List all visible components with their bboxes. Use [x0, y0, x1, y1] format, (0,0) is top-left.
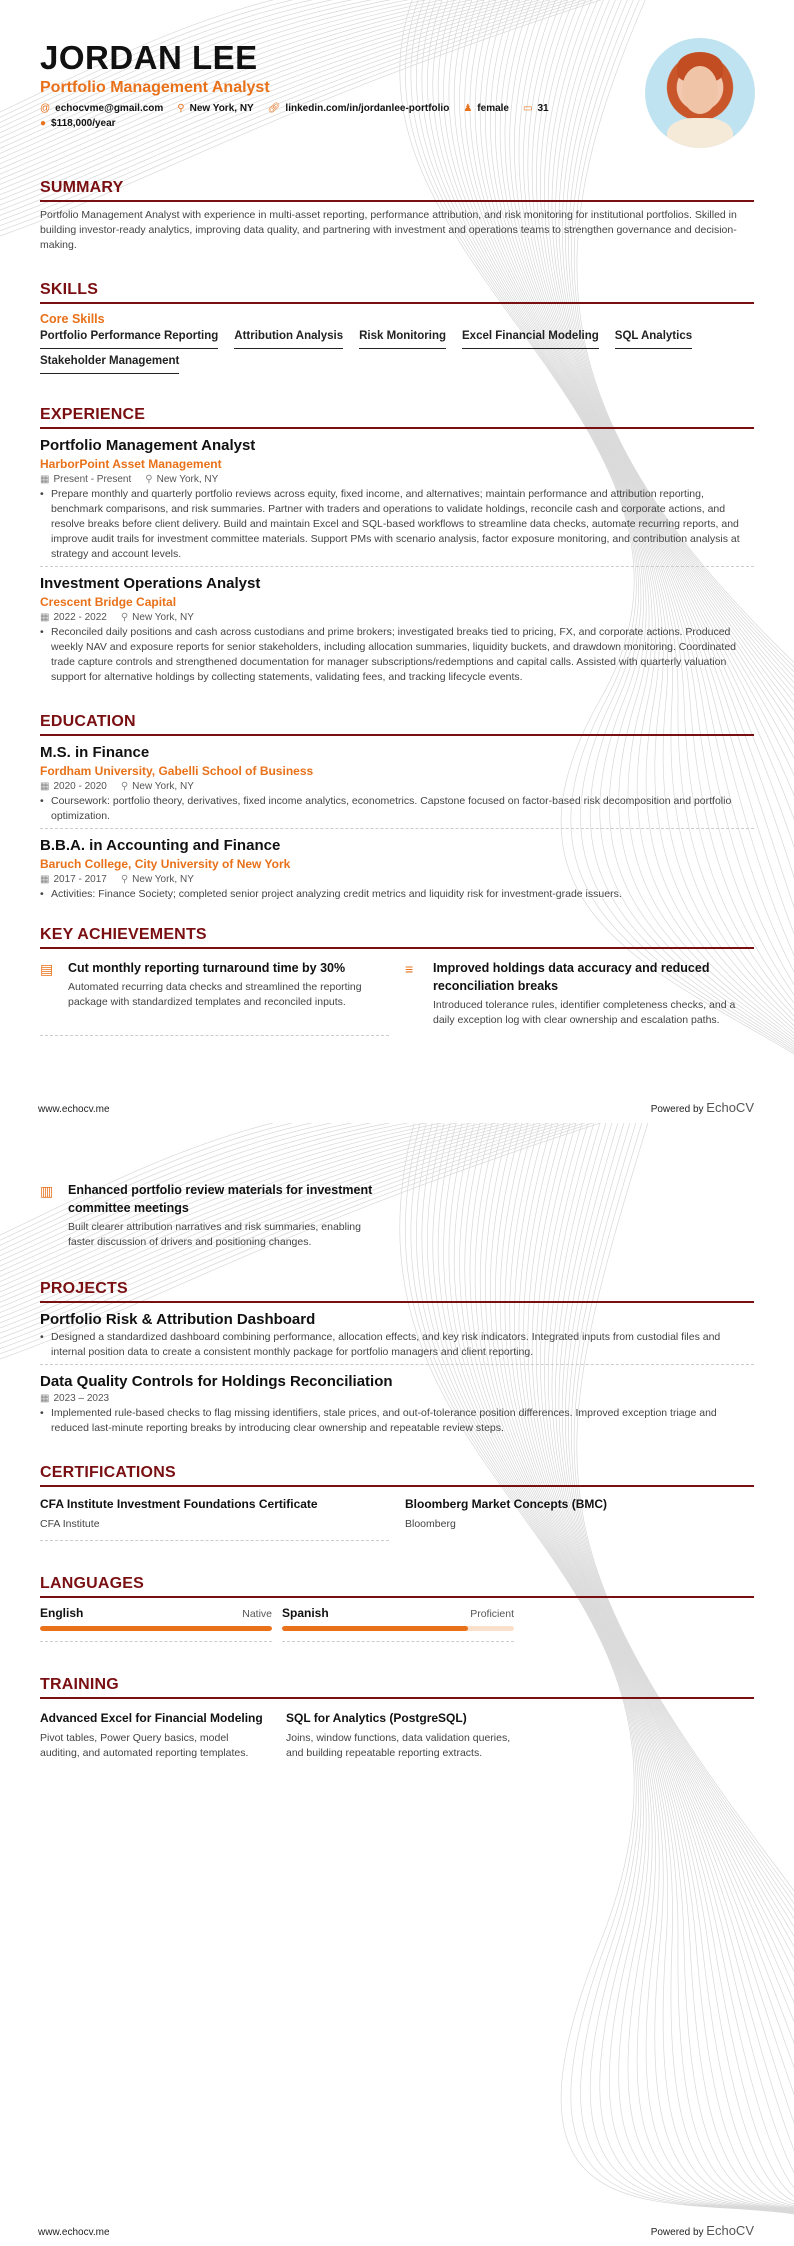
training-section [40, 1676, 754, 1761]
education-section [40, 713, 754, 906]
calendar-icon: ▦ [40, 781, 50, 792]
achievement-title: Cut monthly reporting turnaround time by 30% [68, 961, 346, 975]
skill-tag: Risk Monitoring [359, 330, 446, 349]
job-bullet: • Prepare monthly and quarterly portfolio reviews across equity, fixed income, and alternatives; maintain performance and attribution reporting, benchmark comparisons, and risk summaries. Partner with traders and operations to validate holdings, reconcile cash and corporate actions, and resolve breaks before client delivery. Build and maintain Excel and SQL-based workflows to streamline data checks, automate recurring reports, and improve audit trails for investment committee materials. Support PMs with scenario analysis, factor exposure monitoring, and contribution analysis at strategy and account levels. [40, 487, 754, 562]
skill-tag: Portfolio Performance Reporting [40, 330, 218, 349]
contact-gender: ♟ female [463, 103, 509, 114]
project-bullet: • Implemented rule-based checks to flag missing identifiers, stale prices, and out-of-tolerance position differences. Improved exception triage and reduced last-minute reporting breaks by introducing clear ownership and repeatable review steps. [40, 1406, 754, 1436]
skill-tag: Attribution Analysis [234, 330, 343, 349]
job-bullet: • Reconciled daily positions and cash across custodians and prime brokers; investigated breaks tied to pricing, FX, and corporate actions. Produced weekly NAV and exposure reports for senior stakeholders, including allocation summaries, liquidity buckets, and drawdown monitoring. Coordinated trade capture controls and strengthened documentation for manager subscriptions/redemptions and capital calls. Assisted with quarterly valuation support for alternative holdings by collecting statements, validating fees, and tracking lifecycle events. [40, 625, 754, 685]
resume-page-2 [0, 1123, 794, 2246]
project-bullet: • Designed a standardized dashboard combining performance, allocation effects, and key risk indicators. Integrated inputs from custodial files and internal position data to create a consistent monthly package for portfolio managers and client reporting. [40, 1330, 754, 1360]
contact-location: ⚲ New York, NY [177, 103, 254, 114]
summary-section [40, 179, 754, 253]
contact-salary: ● $118,000/year [40, 118, 116, 129]
languages-section [40, 1575, 754, 1642]
location-pin-icon: ⚲ [177, 103, 185, 114]
person-icon: ♟ [463, 103, 473, 114]
page-footer: www.echocv.me Powered by EchoCV [38, 2223, 754, 2238]
achievement-item [40, 1181, 389, 1258]
section-heading: CERTIFICATIONS [40, 1464, 754, 1487]
job-title: Investment Operations Analyst [40, 575, 261, 592]
section-heading: SKILLS [40, 281, 754, 304]
section-heading: EDUCATION [40, 713, 754, 736]
proficiency-bar [40, 1626, 272, 1631]
job-location: New York, NY [132, 612, 194, 623]
experience-entry [40, 437, 754, 567]
achievement-text: Introduced tolerance rules, identifier completeness checks, and a daily exception log with clear ownership and escalation paths. [433, 999, 736, 1026]
section-heading: KEY ACHIEVEMENTS [40, 926, 754, 949]
job-dates: Present - Present [53, 474, 132, 485]
skill-tag: Excel Financial Modeling [462, 330, 599, 349]
link-icon: 🔗︎ [267, 103, 281, 114]
skills-section [40, 281, 754, 374]
section-heading: PROJECTS [40, 1280, 754, 1303]
contact-linkedin[interactable]: 🔗︎ linkedin.com/in/jordanlee-portfolio [267, 103, 450, 114]
job-title: Portfolio Management Analyst [40, 437, 256, 454]
achievement-item [40, 959, 389, 1036]
footer-site-link[interactable]: www.echocv.me [38, 1104, 110, 1115]
brand-logo: EchoCV [706, 1100, 754, 1115]
achievement-title: Enhanced portfolio review materials for investment committee meetings [68, 1183, 373, 1215]
calendar-icon: ▦ [40, 1393, 50, 1404]
candidate-title: Portfolio Management Analyst [40, 79, 270, 96]
contact-email[interactable]: @ echocvme@gmail.com [40, 103, 164, 114]
skills-group-label: Core Skills [40, 312, 105, 326]
education-bullet: • Coursework: portfolio theory, derivatives, fixed income analytics, econometrics. Capstone focused on factor-based risk decomposition and portfolio optimization. [40, 794, 754, 824]
contact-info [40, 103, 600, 129]
candidate-name: JORDAN LEE [40, 39, 258, 76]
achievements-section [40, 926, 754, 1036]
company-name: HarborPoint Asset Management [40, 457, 222, 471]
projects-section [40, 1280, 754, 1440]
project-title: Portfolio Risk & Attribution Dashboard [40, 1311, 316, 1328]
money-icon: ● [40, 118, 47, 129]
location-pin-icon: ⚲ [145, 474, 153, 485]
certifications-section [40, 1464, 754, 1541]
project-entry [40, 1311, 754, 1365]
summary-text: Portfolio Management Analyst with experience in multi-asset reporting, performance attribution, and risk monitoring for institutional portfolios. Skilled in building investor-ready analytics, improving data quality, and partnering with investment and operations teams to strengthen governance and decision-making. [40, 209, 737, 251]
location-pin-icon: ⚲ [120, 874, 129, 885]
company-name: Crescent Bridge Capital [40, 595, 177, 609]
training-item: Advanced Excel for Financial Modeling Pivot tables, Power Query basics, model auditing, and automated reporting templates. [40, 1711, 263, 1759]
training-item: SQL for Analytics (PostgreSQL) Joins, window functions, data validation queries, and building repeatable reporting extracts. [286, 1711, 511, 1759]
education-entry: B.B.A. in Accounting and Finance Baruch College, City University of New York ▦ 2017 - 2017 ⚲ New York, NY • Activities: Finance Society; completed senior project analyzing credit metrics and liquidity risk for investment-grade issuers. [40, 837, 754, 906]
calendar-icon: ▭ [522, 103, 533, 114]
job-location: New York, NY [156, 474, 219, 485]
section-heading: SUMMARY [40, 179, 754, 202]
at-icon: @ [40, 103, 51, 114]
certification-item: CFA Institute Investment Foundations Certificate CFA Institute [40, 1497, 389, 1541]
achievement-item [405, 959, 754, 1036]
school-name: Baruch College, City University of New York [40, 857, 291, 871]
calendar-icon: ▤ [40, 961, 54, 977]
section-heading: EXPERIENCE [40, 406, 754, 429]
page-footer: www.echocv.me Powered by EchoCV [38, 1100, 754, 1115]
chart-calendar-icon: ▥ [40, 1183, 54, 1199]
project-dates: 2023 – 2023 [53, 1393, 110, 1404]
school-name: Fordham University, Gabelli School of Business [40, 764, 314, 778]
brand-logo: EchoCV [706, 2223, 754, 2238]
project-entry [40, 1373, 754, 1440]
achievement-text: Built clearer attribution narratives and risk summaries, enabling faster discussion of drivers and positioning changes. [68, 1221, 361, 1248]
proficiency-bar [282, 1626, 514, 1631]
language-item: Spanish Proficient [282, 1606, 514, 1642]
list-icon: ≡ [405, 961, 414, 977]
calendar-icon: ▦ [40, 874, 50, 885]
calendar-icon: ▦ [40, 612, 50, 623]
section-heading: LANGUAGES [40, 1575, 754, 1598]
experience-entry [40, 575, 754, 689]
skill-tag: Stakeholder Management [40, 355, 179, 374]
calendar-icon: ▦ [40, 474, 50, 485]
experience-section [40, 406, 754, 689]
skill-tag: SQL Analytics [615, 330, 692, 349]
certification-item: Bloomberg Market Concepts (BMC) Bloomberg [405, 1497, 608, 1530]
contact-age: ▭ 31 [522, 103, 549, 114]
location-pin-icon: ⚲ [120, 781, 129, 792]
section-heading: TRAINING [40, 1676, 754, 1699]
footer-site-link[interactable]: www.echocv.me [38, 2227, 110, 2238]
achievement-text: Automated recurring data checks and streamlined the reporting package with standardized templates and reconciled inputs. [68, 981, 362, 1008]
degree: B.B.A. in Accounting and Finance [40, 837, 281, 854]
achievement-title: Improved holdings data accuracy and reduced reconciliation breaks [433, 961, 710, 993]
education-bullet: • Activities: Finance Society; completed senior project analyzing credit metrics and liquidity risk for investment-grade issuers. [40, 887, 754, 902]
job-dates: 2022 - 2022 [53, 612, 107, 623]
language-item: English Native [40, 1606, 272, 1642]
degree: M.S. in Finance [40, 744, 150, 761]
location-pin-icon: ⚲ [120, 612, 129, 623]
education-entry: M.S. in Finance Fordham University, Gabelli School of Business ▦ 2020 - 2020 ⚲ New York, NY • Coursework: portfolio theory, derivatives, fixed income analytics, econometrics. Capstone focused on factor-based risk decomposition and portfolio optimization. [40, 744, 754, 829]
project-title: Data Quality Controls for Holdings Reconciliation [40, 1373, 393, 1390]
